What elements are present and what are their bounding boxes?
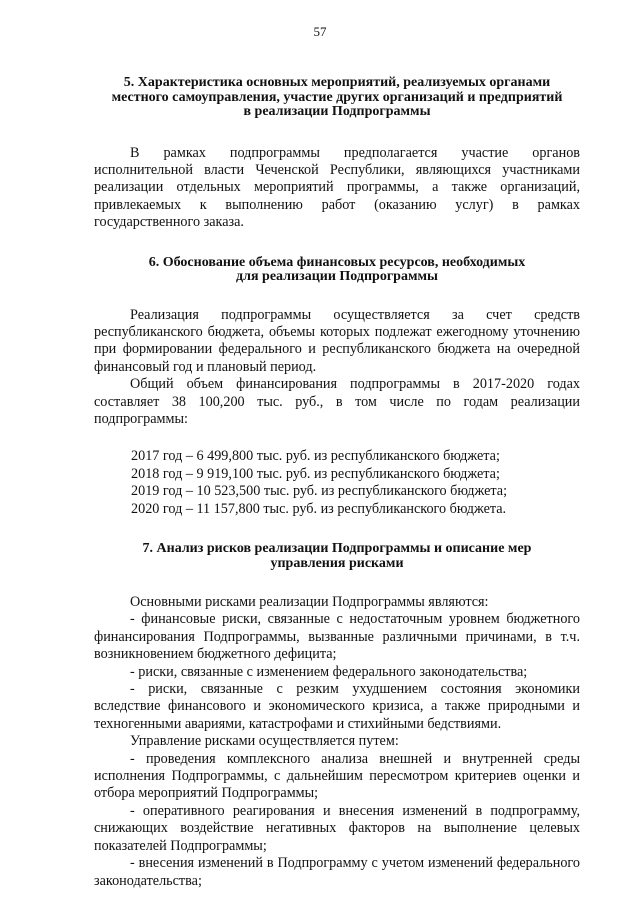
section-6-heading-line-1: 6. Обоснование объема финансовых ресурсов, необходимых: [148, 254, 526, 270]
funding-year-2019: 2019 год – 10 523,500 тыс. руб. из республиканского бюджета;: [131, 483, 508, 500]
section-5-heading: [94, 76, 580, 120]
section-5-heading-line-1: 5. Характеристика основных мероприятий, реализуемых органами: [123, 75, 551, 90]
section-5-paragraph-1: В рамках подпрограммы предполагается участие органов исполнительной власти Чеченской Республики, являющихся участниками реализации отдельных мероприятий программы, а также организаций, привлекаемых к выполнению работ (оказанию услуг) в рамках государственного заказа.: [94, 144, 580, 231]
section-7-heading-line-2: управления рисками: [270, 555, 404, 571]
section-7-paragraph-3: - риски, связанные с изменением федерального законодательства;: [130, 663, 528, 680]
page-number: 57: [313, 24, 327, 39]
section-7-paragraph-8: - внесения изменений в Подпрограмму с учетом изменений федерального законодательства;: [94, 855, 580, 889]
section-5-heading-line-3: в реализации Подпрограммы: [243, 104, 431, 119]
funding-year-2020: 2020 год – 11 157,800 тыс. руб. из республиканского бюджета.: [131, 500, 507, 517]
section-7-paragraph-2: - финансовые риски, связанные с недостаточным уровнем бюджетного финансирования Подпрограммы, вызванные различными причинами, в т.ч. возникновением бюджетного дефицита;: [94, 611, 580, 663]
section-7-paragraph-6: - проведения комплексного анализа внешней и внутренней среды исполнения Подпрограммы, с дальнейшим пересмотром критериев оценки и отбора мероприятий Подпрограммы;: [94, 750, 580, 802]
section-6-heading-line-2: для реализации Подпрограммы: [236, 269, 438, 285]
section-6-heading: [94, 256, 580, 285]
section-7-paragraph-7: - оперативного реагирования и внесения изменений в подпрограмму, снижающих воздействие негативных факторов на выполнение целевых показателей Подпрограммы;: [94, 802, 580, 854]
section-7-heading-line-1: 7. Анализ рисков реализации Подпрограммы и описание мер: [142, 541, 532, 556]
section-7-heading: [94, 542, 580, 571]
funding-year-2018: 2018 год – 9 919,100 тыс. руб. из республиканского бюджета;: [131, 465, 500, 482]
section-7-paragraph-4: - риски, связанные с резким ухудшением состояния экономики вследствие финансового и экономического кризиса, а также природными и техногенными авариями, катастрофами и стихийными бедствиями.: [94, 681, 580, 732]
section-7-paragraph-5: Управление рисками осуществляется путем:: [130, 733, 399, 750]
section-6-paragraph-2: Общий объем финансирования подпрограммы в 2017-2020 годах составляет 38 100,200 тыс. руб., в том числе по годам реализации подпрограммы:: [94, 376, 580, 427]
section-5-heading-line-2: местного самоуправления, участие других организаций и предприятий: [111, 89, 563, 105]
funding-year-2017: 2017 год – 6 499,800 тыс. руб. из республиканского бюджета;: [131, 448, 500, 465]
document-body: [94, 76, 580, 890]
section-6-paragraph-1: Реализация подпрограммы осуществляется за счет средств республиканского бюджета, объемы которых подлежат ежегодному уточнению при формировании федерального и республиканского бюджета на очередной финансовый год и плановый период.: [94, 306, 580, 375]
section-7-paragraph-1: Основными рисками реализации Подпрограммы являются:: [130, 594, 489, 610]
